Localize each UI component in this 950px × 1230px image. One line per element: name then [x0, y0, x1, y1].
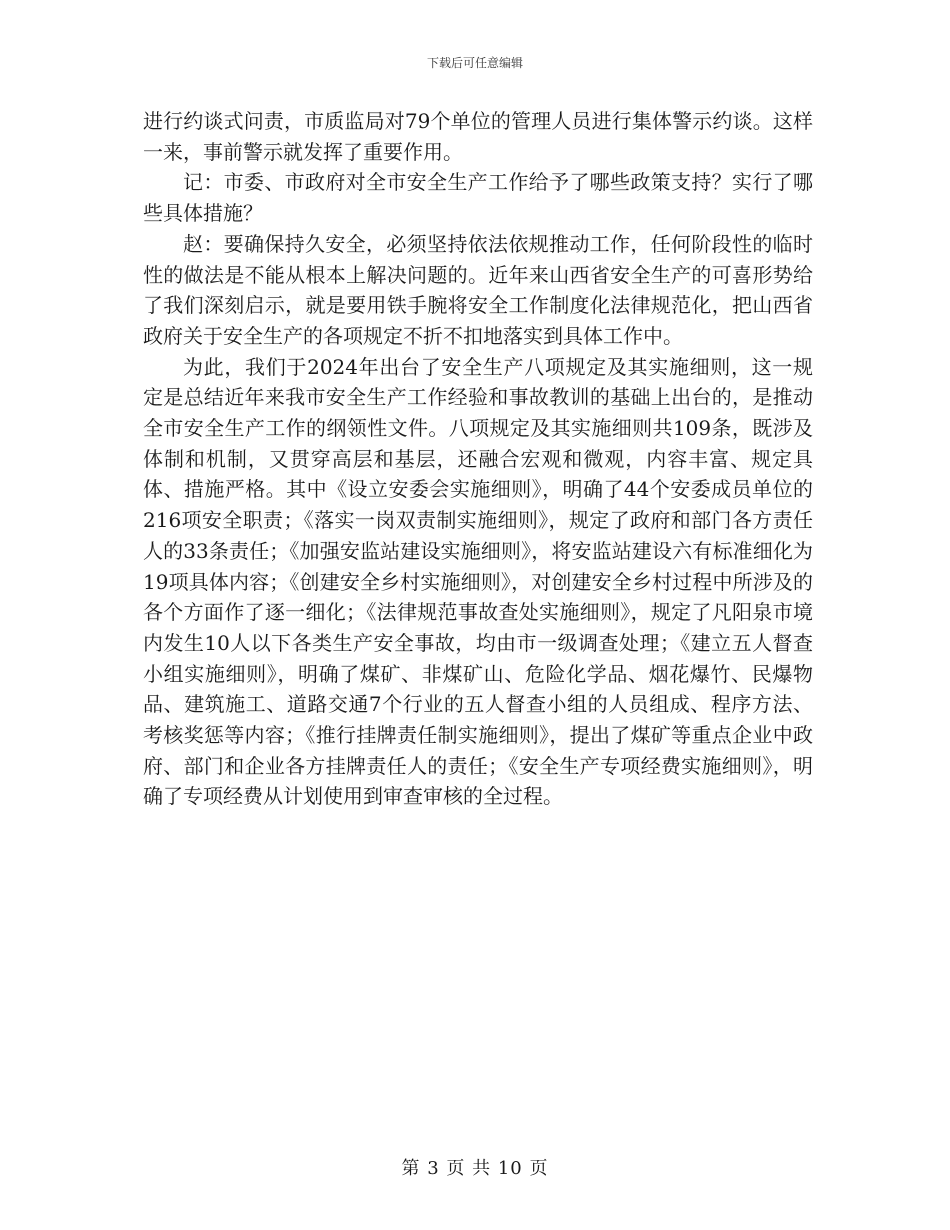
paragraph-4: 为此，我们于2024年出台了安全生产八项规定及其实施细则，这一规定是总结近年来我市安全生产工作经验和事故教训的基础上出台的，是推动全市安全生产工作的纲领性文件。八项规定及其实施细则共109条，既涉及体制和机制，又贯穿高层和基层，还融合宏观和微观，内容丰富、规定具体、措施严格。其中《设立安委会实施细则》，明确了44个安委成员单位的216项安全职责；《落实一岗双责制实施细则》，规定了政府和部门各方责任人的33条责任；《加强安监站建设实施细则》，将安监站建设六有标准细化为19项具体内容；《创建安全乡村实施细则》，对创建安全乡村过程中所涉及的各个方面作了逐一细化；《法律规范事故查处实施细则》，规定了凡阳泉市境内发生10人以下各类生产安全事故，均由市一级调查处理；《建立五人督查小组实施细则》，明确了煤矿、非煤矿山、危险化学品、烟花爆竹、民爆物品、建筑施工、道路交通7个行业的五人督查小组的人员组成、程序方法、考核奖惩等内容；《推行挂牌责任制实施细则》，提出了煤矿等重点企业中政府、部门和企业各方挂牌责任人的责任；《安全生产专项经费实施细则》，明确了专项经费从计划使用到审查审核的全过程。 — [143, 354, 813, 809]
page-header: 下载后可任意编辑 — [426, 56, 523, 70]
paragraph-2: 记：市委、市政府对全市安全生产工作给予了哪些政策支持？实行了哪些具体措施？ — [143, 170, 813, 226]
paragraph-3: 赵：要确保持久安全，必须坚持依法依规推动工作，任何阶段性的临时性的做法是不能从根本上解决问题的。近年来山西省安全生产的可喜形势给了我们深刻启示，就是要用铁手腕将安全工作制度化法律规范化，把山西省政府关于安全生产的各项规定不折不扣地落实到具体工作中。 — [143, 231, 813, 348]
page-number-footer: 第 3 页 共 10 页 — [401, 1158, 549, 1179]
paragraph-1: 进行约谈式问责，市质监局对79个单位的管理人员进行集体警示约谈。这样一来，事前警示就发挥了重要作用。 — [143, 109, 813, 164]
document-body — [143, 106, 813, 812]
